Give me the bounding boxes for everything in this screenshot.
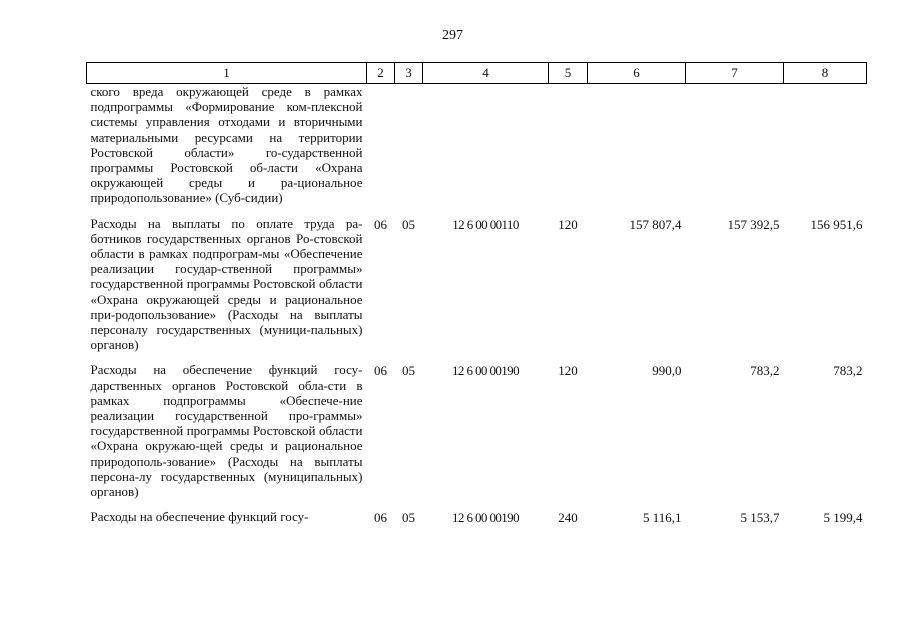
col-header-1: 1 xyxy=(87,63,367,84)
row-amount-year1: 157 807,4 xyxy=(629,216,682,232)
row-section: 06 xyxy=(374,216,387,232)
row-amount-year3: 156 951,6 xyxy=(810,216,863,232)
row-amount-year2: 783,2 xyxy=(750,363,780,379)
row-expense-type: 120 xyxy=(558,216,578,232)
row-amount-year1 xyxy=(588,84,686,216)
table-row xyxy=(87,509,867,525)
col-header-8: 8 xyxy=(784,63,867,84)
col-header-7: 7 xyxy=(686,63,784,84)
row-target-code: 12 6 00 00190 xyxy=(452,510,519,526)
row-amount-year3 xyxy=(784,84,867,216)
row-subsection: 05 xyxy=(402,216,415,232)
row-amount-year3: 783,2 xyxy=(833,363,863,379)
row-amount-year2 xyxy=(686,84,784,216)
row-description: ского вреда окружающей среде в рамках подпрограммы «Формирование ком-плексной системы управления отходами и вторичными материальными ресурсами на территории Ростовской области» го-сударственной программы Ростовской об-ласти «Охрана окружающей среды и ра-циональное природопользование» (Суб-сидии) xyxy=(90,84,363,206)
col-header-2: 2 xyxy=(367,63,395,84)
col-header-6: 6 xyxy=(588,63,686,84)
row-subsection: 05 xyxy=(402,363,415,379)
row-subsection xyxy=(395,84,423,216)
col-header-5: 5 xyxy=(549,63,588,84)
row-description: Расходы на выплаты по оплате труда ра-ботников государственных органов Ро-стовской области в рамках подпрограм-мы «Обеспечение реализации государ-ственной программы» государственной программы Ростовской области «Охрана окружающей среды и рациональное при-родопользование» (Расходы на выплаты персоналу государственных (муници-пальных) органов) xyxy=(90,215,363,353)
row-target-code: 12 6 00 00110 xyxy=(452,216,519,232)
row-target-code: 12 6 00 00190 xyxy=(452,363,519,379)
header-row xyxy=(87,63,867,84)
row-section: 06 xyxy=(374,510,387,526)
table-row xyxy=(87,362,867,509)
row-amount-year1: 990,0 xyxy=(652,363,682,379)
row-section xyxy=(367,84,395,216)
row-description: Расходы на обеспечение функций госу-дарственных органов Ростовской обла-сти в рамках подпрограммы «Обеспече-ние реализации государственной про-граммы» государственной программы Ростовской области «Охрана окружаю-щей среды и рациональное природополь-зование» (Расходы на выплаты персона-лу государственных (муниципальных) органов) xyxy=(90,362,363,500)
row-description: Расходы на обеспечение функций госу- xyxy=(90,509,309,525)
table-row xyxy=(87,216,867,363)
row-target-code xyxy=(423,84,549,216)
row-amount-year1: 5 116,1 xyxy=(642,510,682,526)
row-subsection: 05 xyxy=(402,510,415,526)
row-amount-year2: 5 153,7 xyxy=(740,510,780,526)
budget-table xyxy=(86,62,867,525)
table-row xyxy=(87,84,867,216)
row-expense-type: 240 xyxy=(558,510,578,526)
row-amount-year3: 5 199,4 xyxy=(823,510,863,526)
page-number: 297 xyxy=(442,28,463,43)
col-header-3: 3 xyxy=(395,63,423,84)
row-section: 06 xyxy=(374,363,387,379)
row-amount-year2: 157 392,5 xyxy=(727,216,780,232)
row-expense-type: 120 xyxy=(558,363,578,379)
col-header-4: 4 xyxy=(423,63,549,84)
row-expense-type xyxy=(549,84,588,216)
